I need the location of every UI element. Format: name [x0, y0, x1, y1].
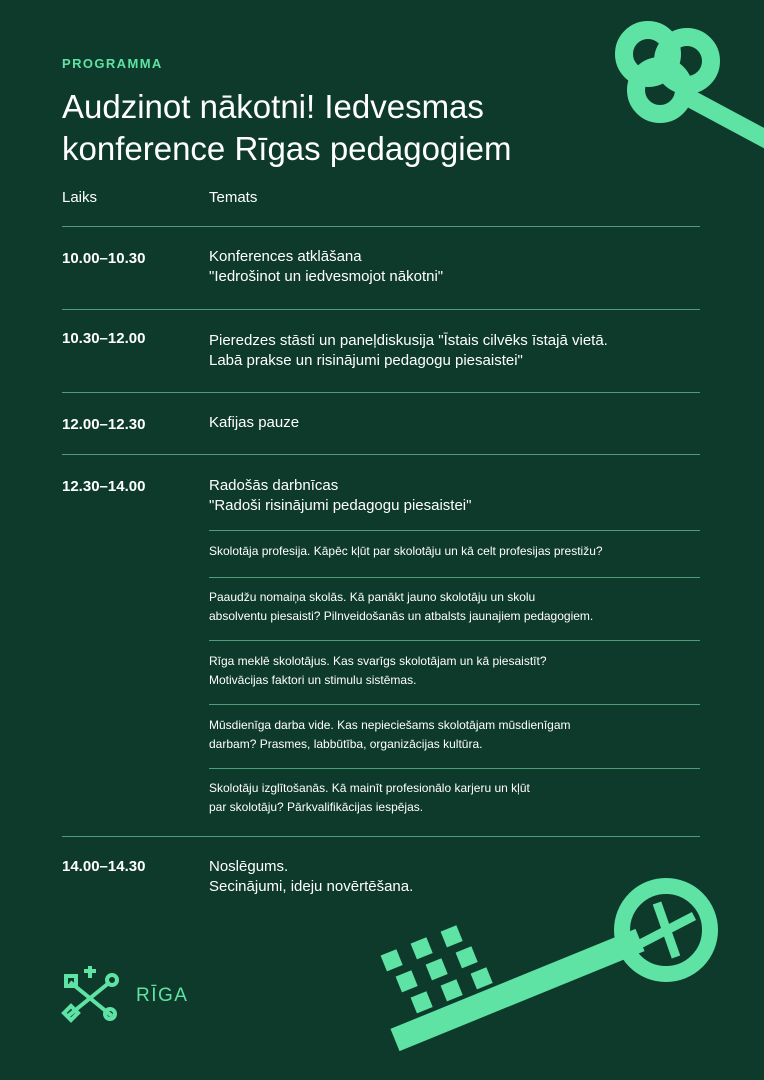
workshop-line: absolventu piesaisti? Pilnveidošanās un atbalsts jaunajiem pedagogiem. — [209, 609, 594, 623]
workshop-line: Mūsdienīga darba vide. Kas nepieciešams skolotājam mūsdienīgam — [209, 718, 571, 732]
sub-divider — [209, 768, 700, 769]
riga-logo-icon — [64, 966, 117, 1020]
title-line-2: konference Rīgas pedagogiem — [62, 130, 512, 167]
session-topic — [209, 413, 709, 433]
session-time: 12.30–14.00 — [62, 478, 146, 495]
program-eyebrow: PROGRAMMA — [62, 56, 163, 71]
divider — [62, 454, 700, 455]
divider — [62, 309, 700, 310]
page-title — [62, 86, 622, 170]
workshop-line: par skolotāju? Pārkvalifikācijas iespējas. — [209, 800, 424, 814]
session-topic — [209, 331, 709, 371]
session-topic-line: "Iedrošinot un iedvesmojot nākotni" — [209, 268, 444, 285]
session-topic-line: Labā prakse un risinājumi pedagogu piesaistei" — [209, 352, 523, 369]
sub-divider — [209, 640, 700, 641]
session-topic — [209, 247, 709, 287]
session-topic-line: "Radoši risinājumi pedagogu piesaistei" — [209, 497, 472, 514]
workshop-line: Motivācijas faktori un stimulu sistēmas. — [209, 673, 417, 687]
workshop-line: Skolotāja profesija. Kāpēc kļūt par skolotāju un kā celt profesijas prestižu? — [209, 544, 603, 558]
divider — [62, 392, 700, 393]
session-topic-line: Kafijas pauze — [209, 414, 300, 431]
session-topic — [209, 476, 709, 516]
key-trefoil-icon — [624, 30, 764, 152]
riga-logo-text: RĪGA — [136, 985, 189, 1006]
divider — [62, 226, 700, 227]
sub-divider — [209, 577, 700, 578]
workshop-item — [209, 716, 699, 754]
session-topic — [209, 857, 709, 897]
sub-divider — [209, 704, 700, 705]
title-line-1: Audzinot nākotni! Iedvesmas — [62, 88, 484, 125]
session-topic-line: Konferences atklāšana — [209, 248, 362, 265]
session-time: 14.00–14.30 — [62, 858, 146, 875]
session-time: 10.00–10.30 — [62, 250, 146, 267]
workshop-line: Paaudžu nomaiņa skolās. Kā panākt jauno skolotāju un skolu — [209, 590, 536, 604]
sub-divider — [209, 530, 700, 531]
workshop-line: darbam? Prasmes, labbūtība, organizācijas kultūra. — [209, 737, 483, 751]
column-header-time: Laiks — [62, 189, 98, 206]
divider — [62, 836, 700, 837]
column-header-topic: Temats — [209, 189, 258, 206]
session-time: 10.30–12.00 — [62, 330, 146, 347]
workshop-line: Skolotāju izglītošanās. Kā mainīt profesionālo karjeru un kļūt — [209, 781, 530, 795]
session-topic-line: Secinājumi, ideju novērtēšana. — [209, 878, 414, 895]
session-time: 12.00–12.30 — [62, 416, 146, 433]
workshop-item — [209, 652, 699, 690]
session-topic-line: Radošās darbnīcas — [209, 477, 339, 494]
workshop-item — [209, 779, 699, 817]
workshop-line: Rīga meklē skolotājus. Kas svarīgs skolotājam un kā piesaistīt? — [209, 654, 547, 668]
workshop-item — [209, 588, 699, 626]
session-topic-line: Pieredzes stāsti un paneļdiskusija "Īstais cilvēks īstajā vietā. — [209, 332, 608, 349]
session-topic-line: Noslēgums. — [209, 858, 289, 875]
workshop-item — [209, 542, 699, 561]
